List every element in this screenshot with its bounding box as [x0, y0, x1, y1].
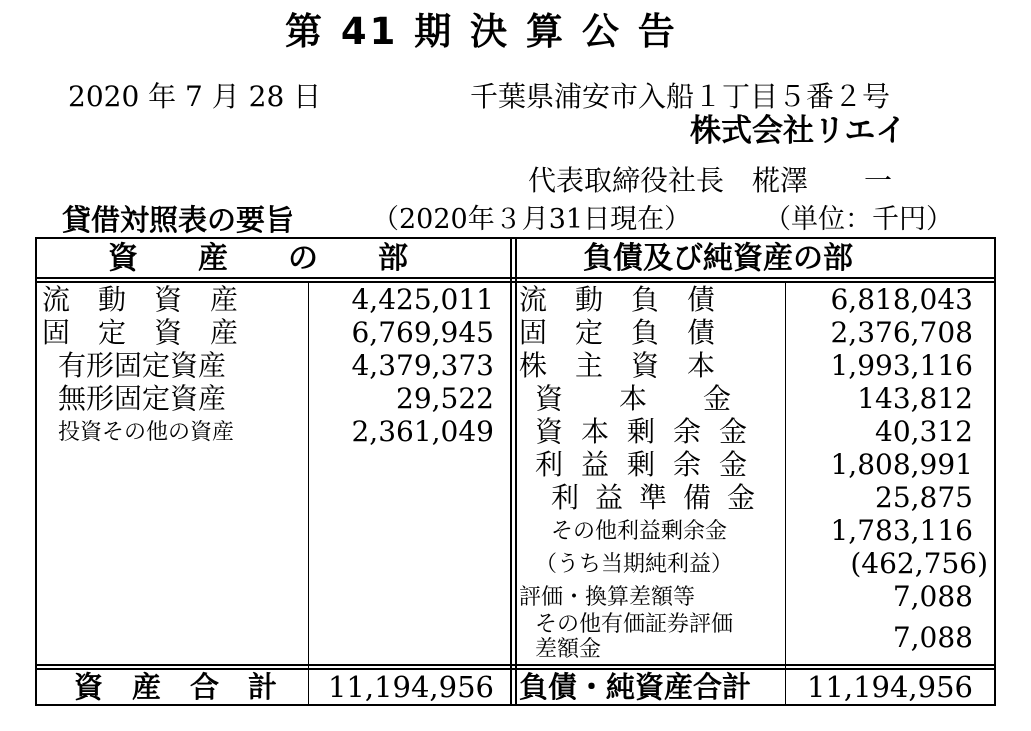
liability-value: 1,783,116: [830, 514, 973, 547]
asset-value: 4,379,373: [351, 349, 494, 382]
liability-value: 7,088: [892, 621, 973, 654]
balance-sheet-date: （2020年３月31日現在）: [372, 204, 692, 235]
total-rule: [35, 664, 996, 666]
liabilities-header: 負債及び純資産の部: [583, 241, 853, 276]
company-address: 千葉県浦安市入船１丁目５番２号: [470, 80, 891, 113]
liability-label-line2: 差額金: [535, 637, 602, 662]
liability-label: 株 主 資 本: [519, 349, 716, 382]
liability-value: 6,818,043: [830, 283, 973, 316]
balance-sheet-unit: （単位：千円）: [764, 204, 953, 235]
asset-value: 2,361,049: [351, 415, 494, 448]
liability-value: 2,376,708: [830, 316, 973, 349]
assets-value-divider: [308, 283, 309, 706]
liability-label: その他利益剰余金: [551, 519, 728, 544]
center-divider: [510, 237, 512, 706]
liability-label: 利益準備金: [551, 481, 772, 514]
asset-label: 流 動 資 産: [42, 283, 239, 316]
liability-label: （うち当期純利益）: [535, 552, 734, 577]
center-divider-2: [515, 237, 517, 706]
liabilities-total-label: 負債・純資産合計: [519, 670, 752, 704]
asset-label: 有形固定資産: [58, 349, 227, 382]
liability-value: 143,812: [857, 382, 973, 415]
balance-sheet-label: 貸借対照表の要旨: [62, 203, 295, 237]
liability-label: 資 本 金: [535, 382, 732, 415]
asset-value: 4,425,011: [351, 283, 494, 316]
liability-label: 評価・換算差額等: [519, 585, 696, 610]
asset-value: 29,522: [396, 382, 494, 415]
liabilities-value-divider: [785, 283, 786, 706]
representative: 代表取締役社長 椛澤 一: [528, 164, 893, 197]
liability-label: 資本剰余金: [535, 415, 766, 448]
liability-value: 1,993,116: [830, 349, 973, 382]
liability-label: その他有価証券評価: [535, 612, 734, 637]
asset-label: 投資その他の資産: [58, 420, 235, 445]
notice-date: 2020 年 7 月 28 日: [68, 80, 322, 113]
assets-total-value: 11,194,956: [327, 670, 494, 704]
liability-label: 固 定 負 債: [519, 316, 716, 349]
liabilities-total-value: 11,194,956: [806, 670, 973, 704]
liability-value: 25,875: [875, 481, 973, 514]
liability-value: (462,756): [850, 547, 988, 580]
asset-label: 固 定 資 産: [42, 316, 239, 349]
liability-value: 40,312: [875, 415, 973, 448]
liability-value: 1,808,991: [830, 448, 973, 481]
liability-label: 流 動 負 債: [519, 283, 716, 316]
assets-header: 資 産 の 部: [108, 241, 408, 276]
liability-label: 利益剰余金: [535, 448, 766, 481]
company-name: 株式会社リエイ: [690, 113, 907, 149]
header-rule: [35, 277, 996, 279]
assets-total-label: 資 産 合 計: [74, 670, 278, 704]
asset-value: 6,769,945: [351, 316, 494, 349]
page-title: 第 41 期 決 算 公 告: [285, 10, 678, 53]
asset-label: 無形固定資産: [58, 382, 227, 415]
liability-value: 7,088: [892, 580, 973, 613]
